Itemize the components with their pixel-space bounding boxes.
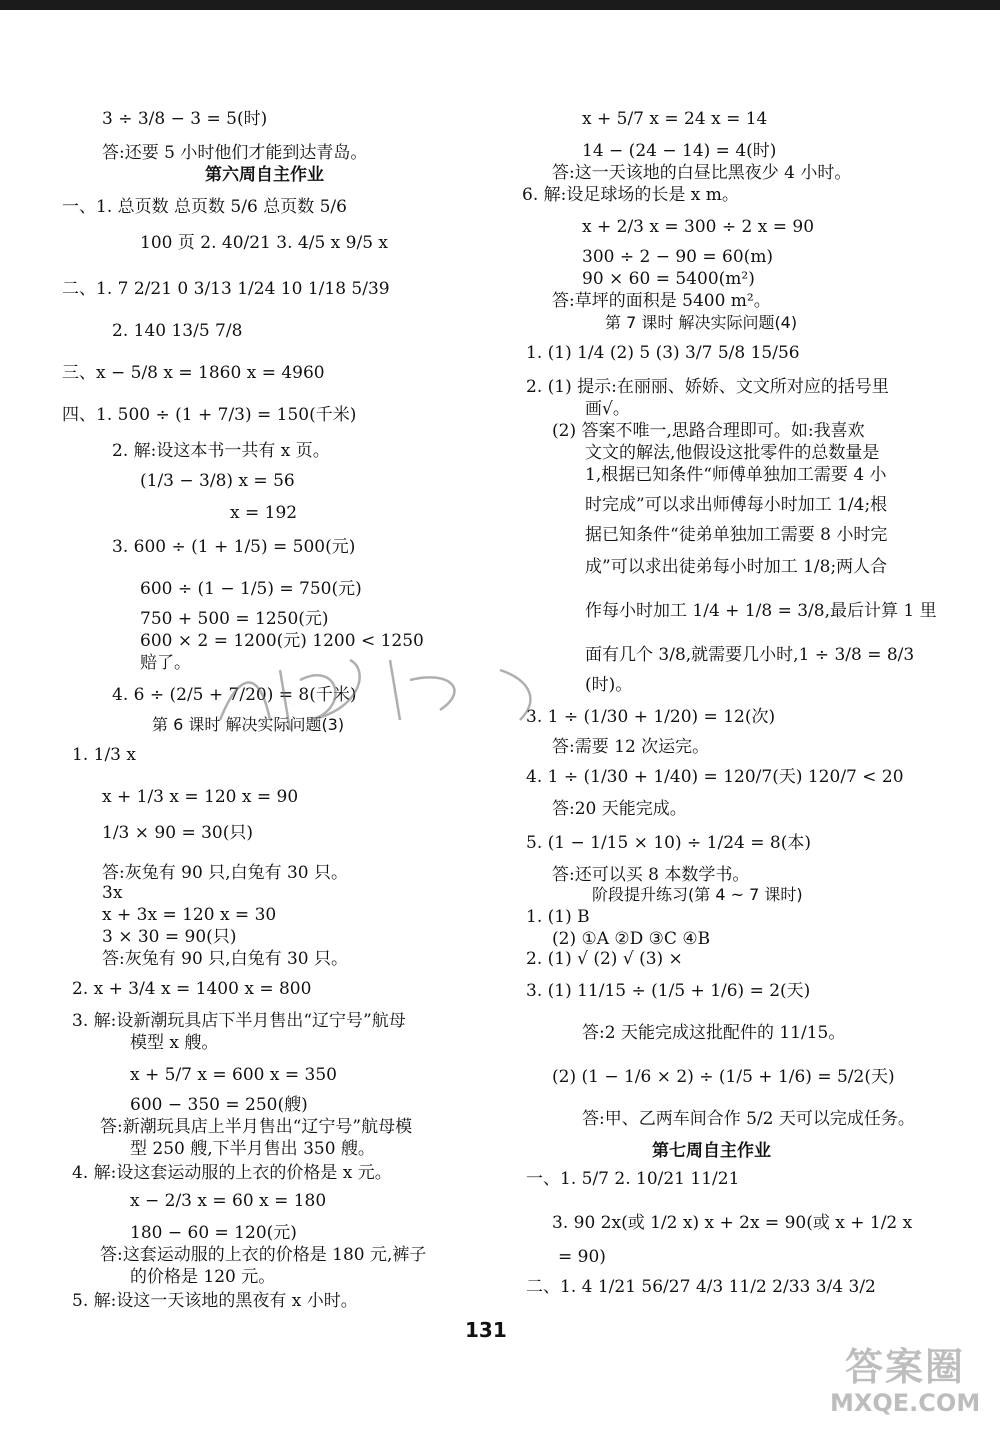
answer-line: 作每小时加工 1/4 + 1/8 = 3/8,最后计算 1 里	[585, 601, 937, 621]
answer-line: 3 × 30 = 90(只)	[102, 927, 237, 947]
answer-line: = 90)	[558, 1247, 606, 1267]
answer-line: x − 2/3 x = 60 x = 180	[130, 1191, 327, 1211]
answer-line: 时完成”可以求出师傅每小时加工 1/4;根	[585, 495, 888, 515]
answer-line: 一、1. 总页数 总页数 5/6 总页数 5/6	[62, 197, 347, 217]
answer-line: 成”可以求出徒弟每小时加工 1/8;两人合	[585, 557, 888, 577]
section-heading: 第 7 课时 解决实际问题(4)	[605, 313, 798, 332]
answer-line: 四、1. 500 ÷ (1 + 7/3) = 150(千米)	[62, 405, 357, 425]
answer-line: 1. (1) B	[526, 907, 590, 927]
answer-line: x + 3x = 120 x = 30	[102, 905, 277, 925]
answer-line: 答:草坪的面积是 5400 m²。	[552, 291, 771, 311]
answer-line: 答:20 天能完成。	[552, 799, 687, 819]
answer-line: 3. 600 ÷ (1 + 1/5) = 500(元)	[112, 537, 356, 557]
section-heading: 阶段提升练习(第 4 ~ 7 课时)	[592, 885, 803, 904]
answer-line: 300 ÷ 2 − 90 = 60(m)	[582, 247, 774, 267]
answer-line: 3. 1 ÷ (1/30 + 1/20) = 12(次)	[526, 707, 776, 727]
answer-line: 3 ÷ 3/8 − 3 = 5(时)	[102, 109, 268, 129]
answer-line: 二、1. 4 1/21 56/27 4/3 11/2 2/33 3/4 3/2	[526, 1277, 876, 1297]
answer-line: 型 250 艘,下半月售出 350 艘。	[130, 1139, 375, 1159]
answer-line: (时)。	[585, 675, 633, 695]
answer-line: 6. 解:设足球场的长是 x m。	[522, 185, 739, 205]
answer-line: 3. 90 2x(或 1/2 x) x + 2x = 90(或 x + 1/2 x	[552, 1213, 913, 1233]
answer-line: 答:这一天该地的白昼比黑夜少 4 小时。	[552, 163, 852, 183]
answer-line: 答:还要 5 小时他们才能到达青岛。	[102, 143, 368, 163]
answer-line: 答:新潮玩具店上半月售出“辽宁号”航母模	[100, 1117, 413, 1137]
answer-line: 600 × 2 = 1200(元) 1200 < 1250	[140, 631, 424, 651]
answer-line: 2. 140 13/5 7/8	[112, 321, 243, 341]
answer-line: x + 2/3 x = 300 ÷ 2 x = 90	[582, 217, 815, 237]
answer-line: 90 × 60 = 5400(m²)	[582, 269, 755, 289]
answer-line: 3x	[102, 883, 123, 903]
answer-line: x = 192	[230, 503, 298, 523]
answer-line: 答:还可以买 8 本数学书。	[552, 865, 750, 885]
answer-line: 答:灰兔有 90 只,白兔有 30 只。	[102, 863, 349, 883]
answer-line: 1,根据已知条件“师傅单独加工需要 4 小	[585, 465, 887, 485]
answer-line: x + 1/3 x = 120 x = 90	[102, 787, 299, 807]
answer-line: (2) 答案不唯一,思路合理即可。如:我喜欢	[552, 421, 865, 441]
answer-line: (1/3 − 3/8) x = 56	[140, 471, 295, 491]
answer-line: 14 − (24 − 14) = 4(时)	[582, 141, 777, 161]
top-border	[0, 0, 1000, 10]
answer-line: 5. 解:设这一天该地的黑夜有 x 小时。	[72, 1291, 358, 1311]
answer-line: 模型 x 艘。	[130, 1033, 219, 1053]
watermark-top: 答案圈	[844, 1345, 965, 1389]
answer-line: 文文的解法,他假设这批零件的总数量是	[585, 443, 880, 463]
answer-line: 三、x − 5/8 x = 1860 x = 4960	[62, 363, 325, 383]
answer-line: 画√。	[585, 399, 630, 419]
answer-line: 面有几个 3/8,就需要几小时,1 ÷ 3/8 = 8/3	[585, 645, 915, 665]
answer-line: 答:需要 12 次运完。	[552, 737, 710, 757]
watermark-bottom: MXQE.COM	[830, 1389, 981, 1417]
answer-line: 1. (1) 1/4 (2) 5 (3) 3/7 5/8 15/56	[526, 343, 800, 363]
answer-line: 750 + 500 = 1250(元)	[140, 609, 329, 629]
section-heading: 第 6 课时 解决实际问题(3)	[152, 715, 345, 734]
answer-line: 赔了。	[140, 653, 191, 673]
answer-line: 3. (1) 11/15 ÷ (1/5 + 1/6) = 2(天)	[526, 981, 811, 1001]
answer-line: 180 − 60 = 120(元)	[130, 1223, 297, 1243]
answer-line: 答:甲、乙两车间合作 5/2 天可以完成任务。	[582, 1109, 915, 1129]
section-heading: 第六周自主作业	[205, 165, 324, 185]
answer-line: x + 5/7 x = 24 x = 14	[582, 109, 768, 129]
answer-line: 5. (1 − 1/15 × 10) ÷ 1/24 = 8(本)	[526, 833, 811, 853]
handwriting-scribble	[200, 650, 560, 740]
answer-line: 的价格是 120 元。	[130, 1267, 276, 1287]
answer-line: 3. 解:设新潮玩具店下半月售出“辽宁号”航母	[72, 1011, 406, 1031]
answer-line: 2. (1) 提示:在丽丽、娇娇、文文所对应的括号里	[526, 377, 889, 397]
answer-line: 600 − 350 = 250(艘)	[130, 1095, 308, 1115]
answer-line: 答:灰兔有 90 只,白兔有 30 只。	[102, 949, 349, 969]
answer-line: 2. 解:设这本书一共有 x 页。	[112, 441, 330, 461]
answer-line: 一、1. 5/7 2. 10/21 11/21	[526, 1169, 740, 1189]
watermark-logo	[830, 1345, 980, 1417]
answer-line: 4. 解:设这套运动服的上衣的价格是 x 元。	[72, 1163, 392, 1183]
answer-line: 二、1. 7 2/21 0 3/13 1/24 10 1/18 5/39	[62, 279, 390, 299]
answer-line: 1. 1/3 x	[72, 745, 136, 765]
answer-line: x + 5/7 x = 600 x = 350	[130, 1065, 337, 1085]
answer-line: 4. 6 ÷ (2/5 + 7/20) = 8(千米)	[112, 685, 357, 705]
answer-line: 据已知条件“徒弟单独加工需要 8 小时完	[585, 525, 888, 545]
answer-line: (2) (1 − 1/6 × 2) ÷ (1/5 + 1/6) = 5/2(天)	[552, 1067, 895, 1087]
answer-line: 1/3 × 90 = 30(只)	[102, 823, 253, 843]
page-number: 131	[465, 1318, 507, 1342]
section-heading: 第七周自主作业	[652, 1141, 771, 1161]
answer-line: (2) ①A ②D ③C ④B	[552, 929, 711, 949]
answer-line: 2. x + 3/4 x = 1400 x = 800	[72, 979, 312, 999]
answer-line: 100 页 2. 40/21 3. 4/5 x 9/5 x	[140, 233, 389, 253]
answer-line: 2. (1) √ (2) √ (3) ×	[526, 949, 683, 969]
answer-line: 答:2 天能完成这批配件的 11/15。	[582, 1023, 846, 1043]
answer-line: 4. 1 ÷ (1/30 + 1/40) = 120/7(天) 120/7 < 20	[526, 767, 904, 787]
answer-line: 600 ÷ (1 − 1/5) = 750(元)	[140, 579, 362, 599]
answer-line: 答:这套运动服的上衣的价格是 180 元,裤子	[100, 1245, 427, 1265]
